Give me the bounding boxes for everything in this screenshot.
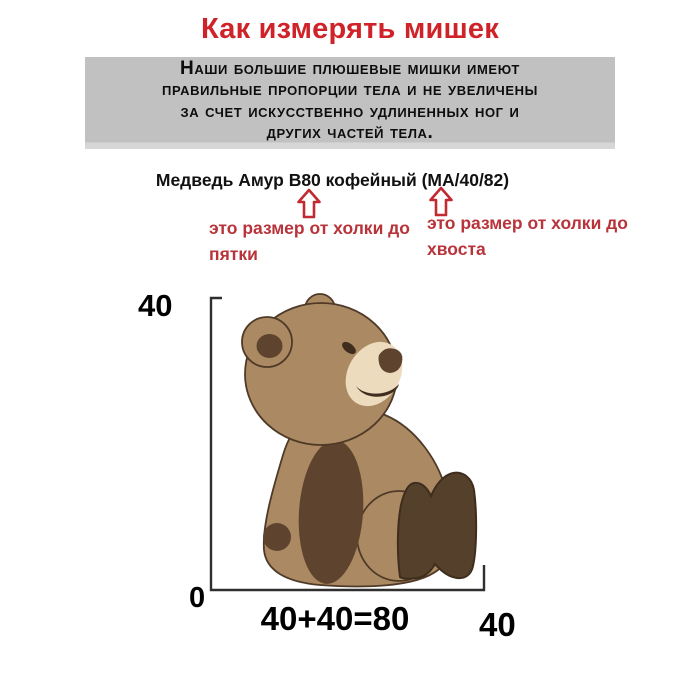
teddy-bear-illustration (205, 285, 510, 600)
width-value-label: 40 (479, 606, 516, 643)
bear-inner-ear (257, 334, 283, 358)
page-title: Как измерять мишек (201, 13, 499, 45)
sum-value-label: 40+40=80 (260, 600, 410, 637)
annotation-line: это размер от холки до (209, 218, 410, 238)
bear-tail (263, 523, 291, 551)
banner-line: правильные пропорции тела и не увеличены (162, 79, 538, 100)
intro-banner (85, 57, 615, 149)
banner-line: Наши большие плюшевые мишки имеют (180, 57, 520, 79)
annotation-line: это размер от холки до (427, 213, 628, 233)
height-value-label: 40 (138, 288, 173, 323)
annotation-line: хвоста (427, 239, 486, 259)
annotation-length (427, 210, 628, 262)
annotation-line: пятки (209, 244, 258, 264)
banner-line: за счет искусственно удлиненных ног и (180, 100, 520, 122)
banner-line: других частей тела. (266, 122, 434, 143)
annotation-height (209, 215, 410, 267)
bear-foot (398, 473, 476, 579)
product-name-label: Медведь Амур В80 кофейный (МА/40/82) (155, 170, 510, 190)
origin-value-label: 0 (189, 582, 206, 614)
teddy-bear (242, 294, 476, 586)
